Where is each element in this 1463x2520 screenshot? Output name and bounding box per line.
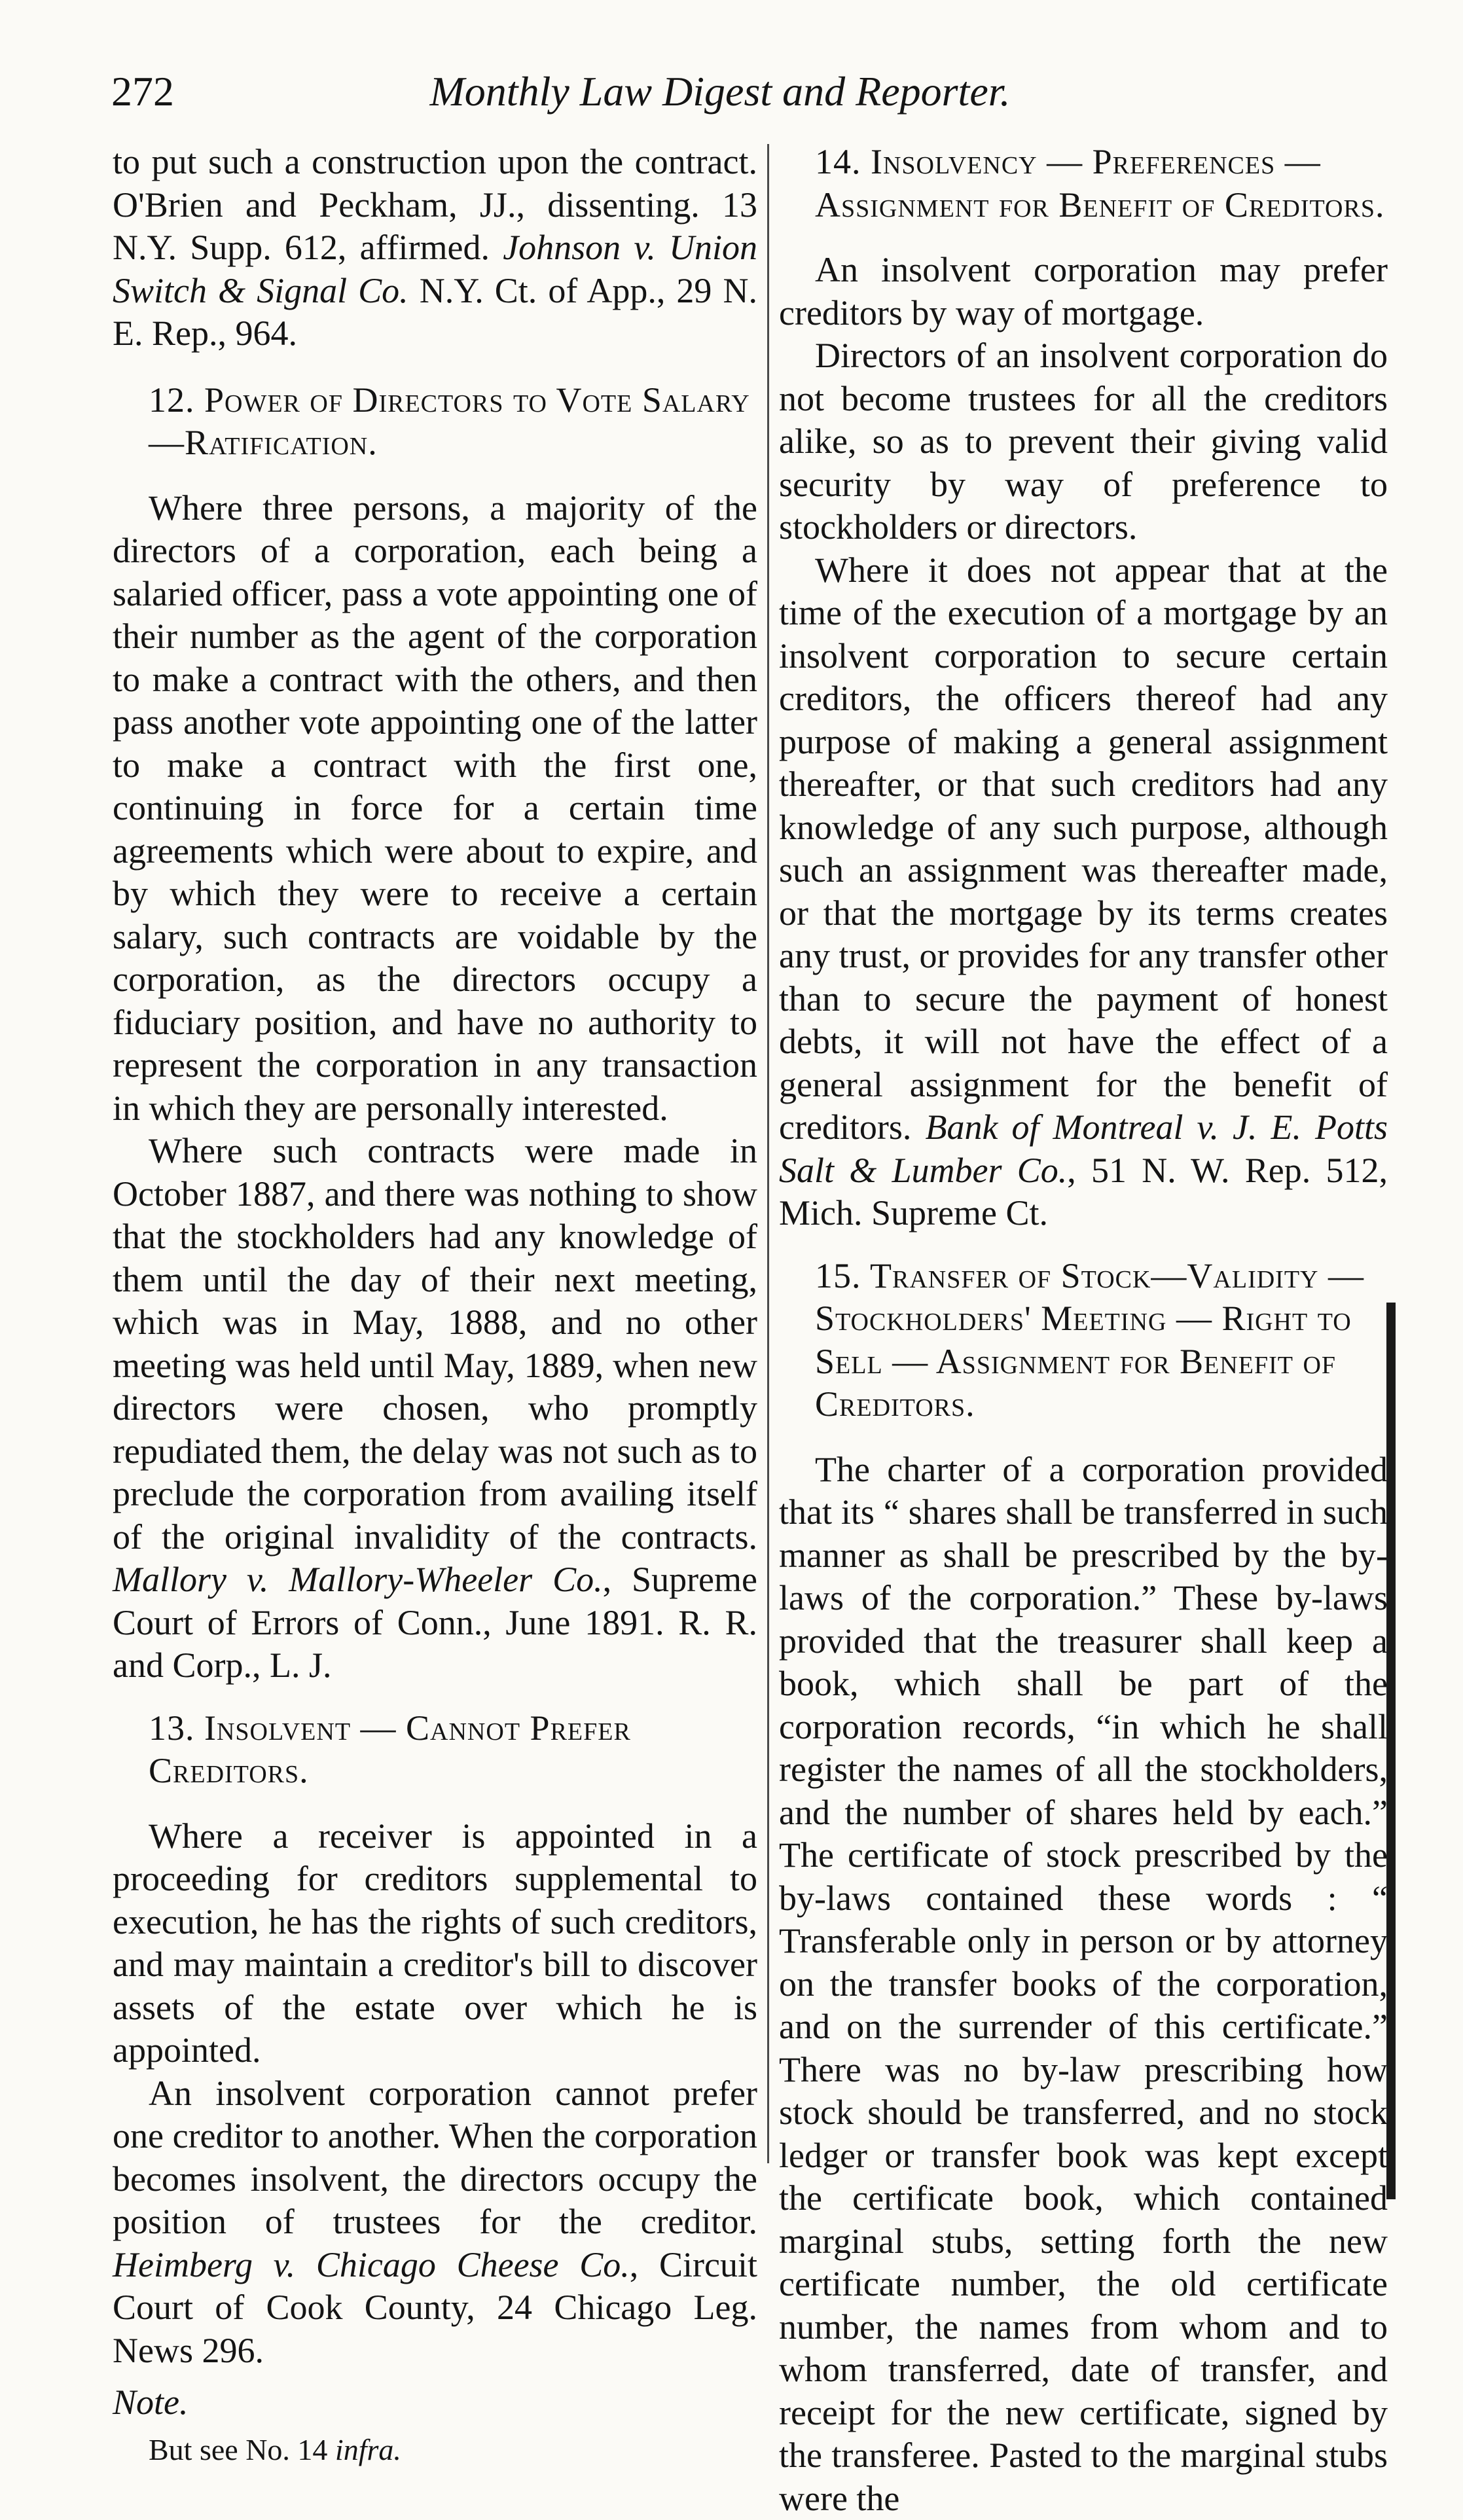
paragraph: Where a receiver is appointed in a proceeding for creditors supplemental to execution, he has the rights of such creditors, and may maintain a creditor's bill to discover assets of the estate over which he is appointed.: [113, 1815, 757, 2072]
scan-edge-bar: [1386, 1303, 1396, 2199]
section-title: Power of Directors to Vote Salary—Ratification.: [149, 380, 750, 463]
case-name: Heimberg v. Chicago Cheese Co.: [113, 2245, 630, 2284]
paragraph-text: to put such a construction upon the contract. O'Brien and Peckham, JJ., dissenting. 13 N.Y. Supp. 612, affirmed.: [113, 142, 757, 267]
citation: , 51 N. W. Rep. 512, Mich. Supreme Ct.: [779, 1151, 1388, 1233]
column-divider: [767, 144, 769, 2163]
section-heading-14: [779, 141, 1388, 226]
section-heading-15: [779, 1255, 1388, 1426]
citation: , Circuit Court of Cook County, 24 Chicago Leg. News 296.: [113, 2245, 757, 2370]
section-number: 12.: [149, 380, 195, 420]
note-label: Note.: [113, 2381, 757, 2424]
paragraph-text: Where it does not appear that at the time of the execution of a mortgage by an insolvent corporation to secure certain creditors, the officers thereof had any purpose of making a general assignment thereafter, or that such creditors had any knowledge of any such purpose, although such an assignment was thereafter made, or that the mortgage by its terms creates any trust, or provides for any transfer other than to secure the payment of honest debts, it will not have the effect of a general assignment for the benefit of creditors.: [779, 550, 1388, 1147]
paragraph: An insolvent corporation may prefer creditors by way of mortgage.: [779, 249, 1388, 334]
section-title: Transfer of Stock—Validity — Stockholders' Meeting — Right to Sell — Assignment for Benefit of Creditors.: [815, 1256, 1364, 1424]
section-number: 13.: [149, 1708, 195, 1748]
see-also-ref: infra.: [335, 2433, 401, 2466]
paragraph: The charter of a corporation provided that its “ shares shall be transferred in such manner as shall be prescribed by the by-laws of the corporation.” These by-laws provided that the treasurer shall keep a book, which shall be part of the corporation records, “in which he shall register the names of all the stockholders, and the number of shares held by each.” The certificate of stock prescribed by the by-laws contained these words : “ Transferable only in person or by attorney on the transfer books of the corporation, and on the surrender of this certificate.” There was no by-law prescribing how stock should be transferred, and no stock ledger or transfer book was kept except the certificate book, which contained marginal stubs, setting forth the new certificate number, the old certificate number, the names from whom and to whom transferred, date of transfer, and receipt for the new certificate, signed by the transferee. Pasted to the marginal stubs were the: [779, 1449, 1388, 2520]
citation: N.Y. Ct. of App., 29 N. E. Rep., 964.: [113, 271, 757, 353]
section-heading-13: [113, 1707, 757, 1793]
right-column: [779, 141, 1388, 2520]
paragraph-text: Where such contracts were made in October 1887, and there was nothing to show that the stockholders had any knowledge of them until the day of their next meeting, which was in May, 1888, and no other meeting was held until May, 1889, when new directors were chosen, who promptly repudiated them, the delay was not such as to preclude the corporation from availing itself of the original invalidity of the contracts.: [113, 1131, 757, 1557]
section-title: Insolvent — Cannot Prefer Creditors.: [149, 1708, 631, 1791]
paragraph: [113, 2072, 757, 2373]
paragraph-text: An insolvent corporation cannot prefer one creditor to another. When the corporation becomes insolvent, the directors occupy the position of trustees for the creditor.: [113, 2074, 757, 2242]
running-title: Monthly Law Digest and Reporter.: [111, 62, 1329, 121]
case-name: Johnson v. Union Switch & Signal Co.: [113, 228, 757, 310]
case-name: Mallory v. Mallory-Wheeler Co.: [113, 1560, 603, 1599]
paragraph-continuation: [113, 141, 757, 355]
section-title: Insolvency — Preferences — Assignment for Benefit of Creditors.: [815, 142, 1384, 225]
section-number: 14.: [815, 142, 861, 181]
case-name: Bank of Montreal v. J. E. Potts Salt & Lumber Co.: [779, 1107, 1388, 1190]
page-header: [111, 62, 1329, 121]
section-heading-12: [113, 379, 757, 465]
left-column: [113, 141, 757, 2471]
citation: , Supreme Court of Errors of Conn., June 1891. R. R. and Corp., L. J.: [113, 1560, 757, 1685]
section-number: 15.: [815, 1256, 861, 1295]
see-also-text: But see No. 14: [149, 2433, 327, 2466]
paragraph: [779, 549, 1388, 1235]
paragraph: [113, 1130, 757, 1687]
see-also: [113, 2428, 757, 2472]
paragraph: Where three persons, a majority of the directors of a corporation, each being a salaried officer, pass a vote appointing one of their number as the agent of the corporation to make a contract with the others, and then pass another vote appointing one of the latter to make a contract with the first one, continuing in force for a certain time agreements which were about to expire, and by which they were to receive a certain salary, such contracts are voidable by the corporation, as the directors occupy a fiduciary position, and have no authority to represent the corporation in any transaction in which they are personally interested.: [113, 487, 757, 1130]
paragraph: Directors of an insolvent corporation do not become trustees for all the creditors alike, so as to prevent their giving valid security by way of preference to stockholders or directors.: [779, 334, 1388, 549]
page-number: 272: [111, 62, 174, 121]
